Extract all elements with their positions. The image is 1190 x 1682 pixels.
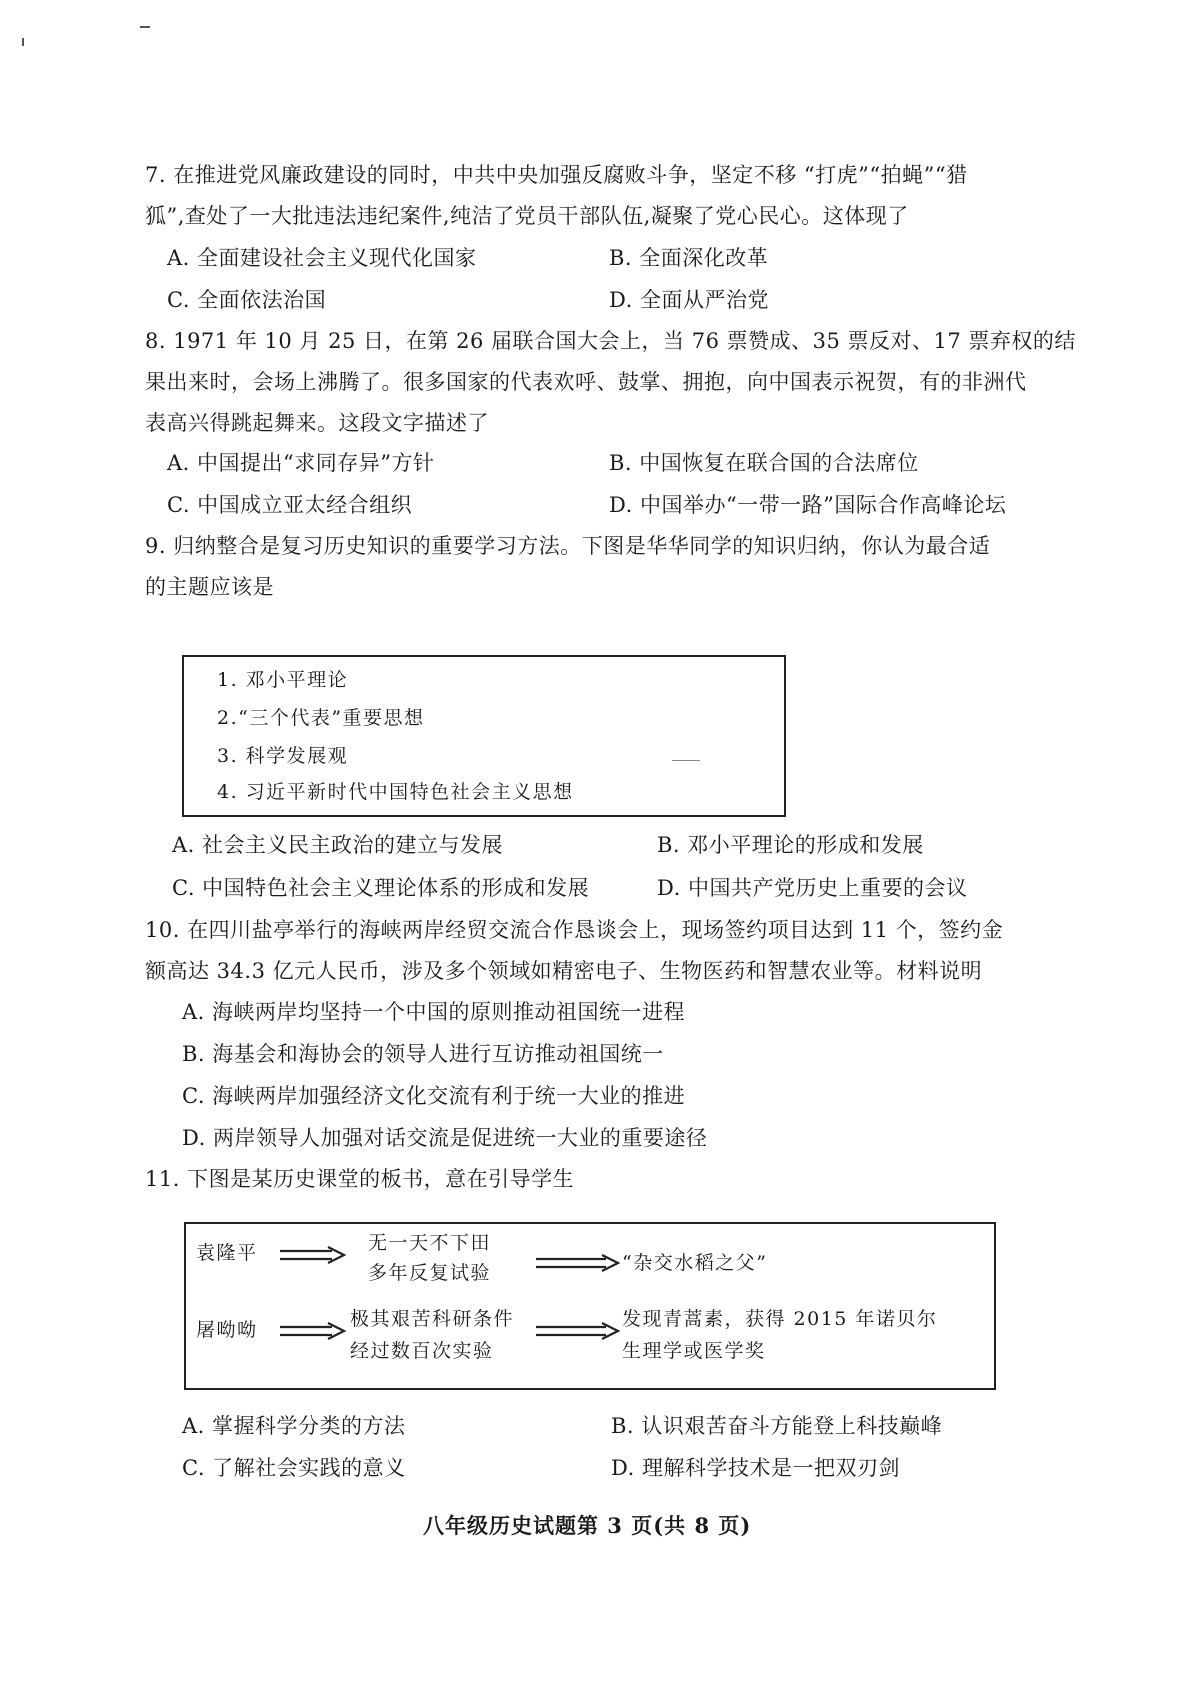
q10-option-d: D. 两岸领导人加强对话交流是促进统一大业的重要途径 — [182, 1126, 708, 1150]
scan-speck — [140, 26, 150, 28]
q11-option-b: B. 认识艰苦奋斗方能登上科技巅峰 — [611, 1414, 943, 1438]
board-row2-mid-line1: 极其艰苦科研条件 — [350, 1308, 515, 1330]
q7-stem-line2: 狐”,查处了一大批违法违纪案件,纯洁了党员干部队伍,凝聚了党心民心。这体现了 — [145, 204, 909, 228]
q9-option-a: A. 社会主义民主政治的建立与发展 — [172, 833, 504, 857]
q7-option-c: C. 全面依法治国 — [167, 288, 327, 312]
q9-stem-line2: 的主题应该是 — [145, 575, 274, 599]
q9-box-item-1: 1. 邓小平理论 — [217, 669, 349, 691]
scan-mark — [672, 760, 700, 761]
q11-option-c: C. 了解社会实践的意义 — [182, 1456, 406, 1480]
page-footer: 八年级历史试题第 3 页(共 8 页) — [423, 1513, 752, 1538]
arrow-right-icon — [536, 1254, 620, 1272]
q9-option-b: B. 邓小平理论的形成和发展 — [657, 833, 924, 857]
q8-stem-line2: 果出来时，会场上沸腾了。很多国家的代表欢呼、鼓掌、拥抱，向中国表示祝贺，有的非洲代 — [145, 370, 1027, 394]
scan-speck — [22, 38, 24, 46]
q9-box-item-2: 2.“三个代表”重要思想 — [217, 707, 425, 729]
board-row2-result-line2: 生理学或医学奖 — [622, 1340, 766, 1362]
q11-option-a: A. 掌握科学分类的方法 — [182, 1414, 406, 1438]
q11-option-d: D. 理解科学技术是一把双刃剑 — [611, 1456, 900, 1480]
q9-box-item-3: 3. 科学发展观 — [217, 745, 349, 767]
q10-stem-line2: 额高达 34.3 亿元人民币，涉及多个领域如精密电子、生物医药和智慧农业等。材料说明 — [145, 959, 983, 983]
q9-box-item-4: 4. 习近平新时代中国特色社会主义思想 — [217, 781, 574, 803]
q8-stem-line1: 8. 1971 年 10 月 25 日，在第 26 届联合国大会上，当 76 票赞成、35 票反对、17 票弃权的结 — [145, 329, 1076, 353]
q7-option-d: D. 全面从严治党 — [609, 288, 769, 312]
board-row1-mid-line1: 无一天不下田 — [368, 1232, 492, 1254]
q9-option-c: C. 中国特色社会主义理论体系的形成和发展 — [172, 876, 590, 900]
q7-stem-line1: 7. 在推进党风廉政建设的同时，中共中央加强反腐败斗争，坚定不移 “打虎”“拍蝇”“猎 — [145, 163, 968, 187]
q8-option-a: A. 中国提出“求同存异”方针 — [167, 451, 435, 475]
q7-option-a: A. 全面建设社会主义现代化国家 — [167, 246, 477, 270]
q8-stem-line3: 表高兴得跳起舞来。这段文字描述了 — [145, 411, 489, 435]
q8-option-c: C. 中国成立亚太经合组织 — [167, 493, 413, 517]
q9-option-d: D. 中国共产党历史上重要的会议 — [657, 876, 968, 900]
board-row2-name: 屠呦呦 — [196, 1319, 258, 1341]
q7-option-b: B. 全面深化改革 — [609, 246, 769, 270]
q8-option-b: B. 中国恢复在联合国的合法席位 — [609, 451, 919, 475]
q10-option-b: B. 海基会和海协会的领导人进行互访推动祖国统一 — [182, 1042, 664, 1066]
board-row1-mid-line2: 多年反复试验 — [368, 1262, 492, 1284]
board-row1-result: “杂交水稻之父” — [622, 1252, 768, 1274]
q10-option-a: A. 海峡两岸均坚持一个中国的原则推动祖国统一进程 — [182, 1000, 686, 1024]
q9-stem-line1: 9. 归纳整合是复习历史知识的重要学习方法。下图是华华同学的知识归纳，你认为最合适 — [145, 534, 991, 558]
q11-stem-line1: 11. 下图是某历史课堂的板书，意在引导学生 — [145, 1167, 575, 1191]
arrow-right-icon — [280, 1322, 346, 1340]
arrow-right-icon — [280, 1246, 346, 1264]
arrow-right-icon — [536, 1322, 620, 1340]
board-row1-name: 袁隆平 — [196, 1242, 258, 1264]
board-row2-mid-line2: 经过数百次实验 — [350, 1340, 494, 1362]
board-row2-result-line1: 发现青蒿素，获得 2015 年诺贝尔 — [622, 1308, 938, 1330]
q10-stem-line1: 10. 在四川盐亭举行的海峡两岸经贸交流合作恳谈会上，现场签约项目达到 11 个，签约金 — [145, 918, 1004, 942]
q10-option-c: C. 海峡两岸加强经济文化交流有利于统一大业的推进 — [182, 1084, 686, 1108]
q11-blackboard-box — [184, 1222, 996, 1390]
q9-knowledge-box — [182, 655, 786, 817]
q8-option-d: D. 中国举办“一带一路”国际合作高峰论坛 — [609, 493, 1007, 517]
